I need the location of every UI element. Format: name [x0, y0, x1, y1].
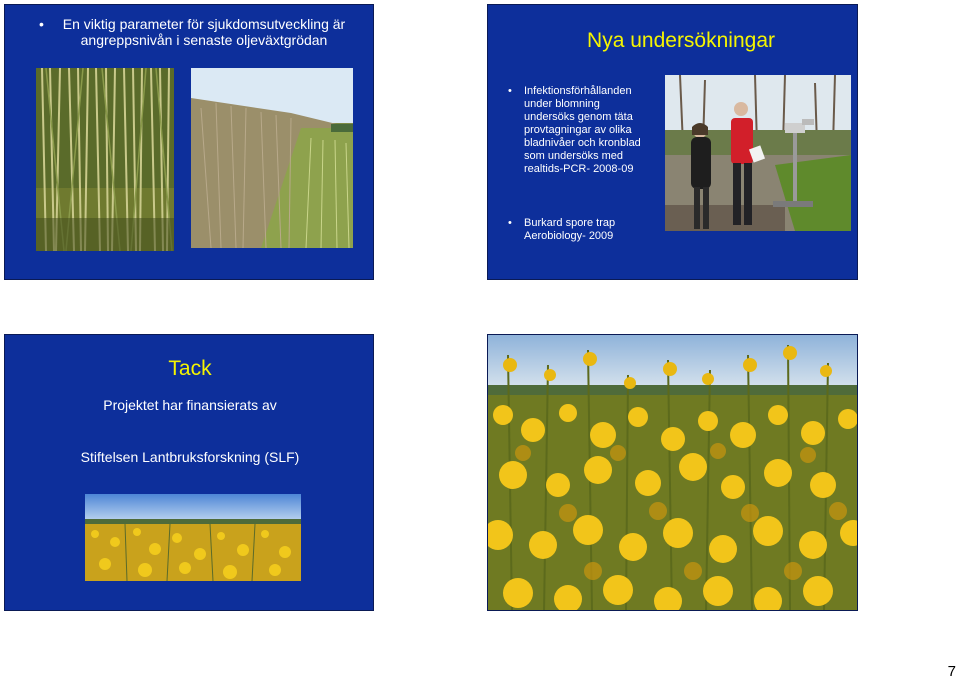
bullet-line: • Infektionsförhållanden	[524, 85, 632, 97]
bullet-line: • Burkard spore trap	[524, 217, 616, 229]
slide1-text-line1: En viktig parameter för sjukdomsutveckling är	[62, 16, 346, 32]
bullet-line: under blomning	[524, 98, 600, 110]
researchers-photo	[665, 75, 851, 231]
researchers-photo-graphic	[665, 75, 851, 231]
field-edge-photo-graphic	[191, 68, 353, 248]
field-edge-photo	[191, 68, 353, 248]
list-item	[508, 217, 668, 243]
bullet-glyph: •	[39, 16, 44, 32]
list-item	[508, 85, 668, 176]
rapeseed-field-photo	[85, 494, 301, 581]
bullet-line: provtagningar av olika	[524, 124, 632, 136]
stubble-photo	[36, 68, 174, 251]
bullet-line: bladnivåer och kronblad	[524, 137, 641, 149]
slide1-text	[41, 16, 367, 48]
slide3-title: Tack	[168, 357, 212, 380]
slide1-text-line2: angreppsnivån i senaste oljeväxtgrödan	[80, 32, 328, 48]
slide2-bullet-list	[508, 85, 668, 243]
slide-2	[487, 4, 858, 280]
slide3-funder-line: Stiftelsen Lantbruksforskning (SLF)	[80, 449, 300, 465]
bullet-line: Aerobiology- 2009	[524, 230, 614, 242]
slide-3	[4, 334, 374, 611]
bullet-line: realtids-PCR- 2008-09	[524, 163, 634, 175]
page-number: 7	[947, 663, 956, 680]
slide-4	[487, 334, 858, 611]
slide3-funding-line: Projektet har finansierats av	[103, 397, 277, 413]
rapeseed-closeup-photo	[488, 335, 858, 611]
slide2-title: Nya undersökningar	[587, 29, 775, 52]
rapeseed-field-photo-graphic	[85, 494, 301, 581]
bullet-line: undersöks genom täta	[524, 111, 633, 123]
slide-1	[4, 4, 374, 280]
bullet-line: som undersöks med	[524, 150, 624, 162]
stubble-photo-graphic	[36, 68, 174, 251]
